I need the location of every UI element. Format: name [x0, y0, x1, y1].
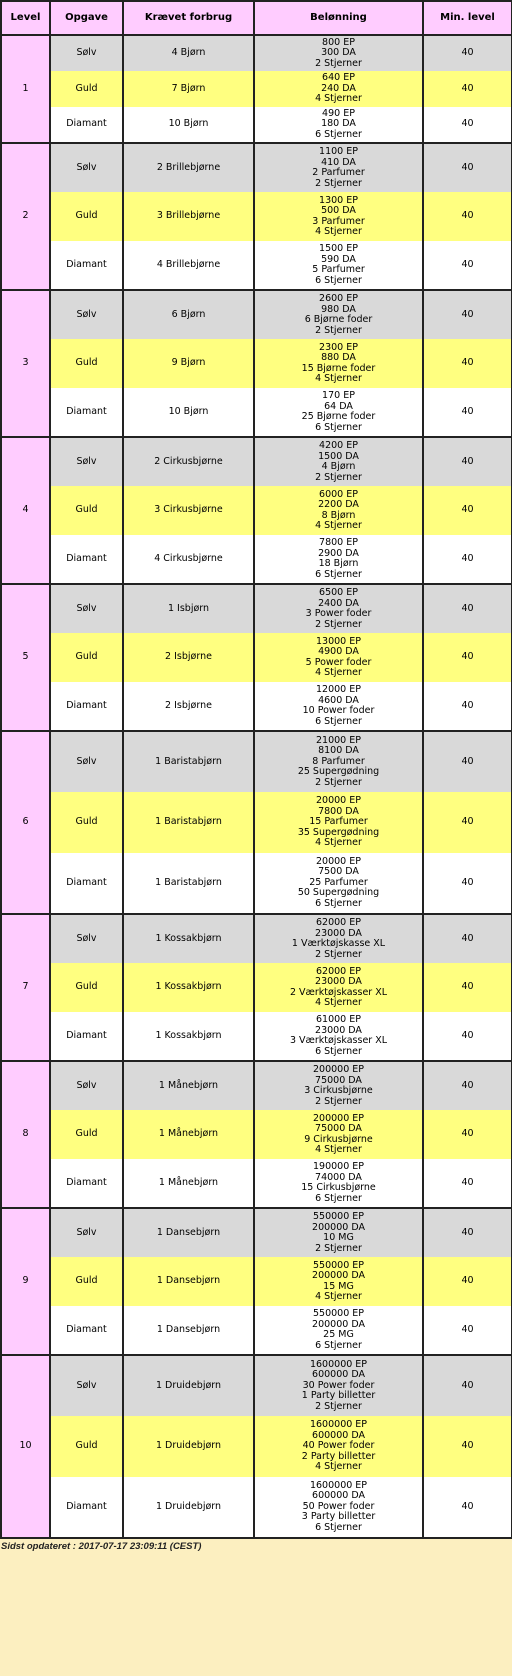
table-row — [1, 731, 512, 792]
reward-line: 4 Stjerner — [315, 1291, 362, 1302]
required-consumption: 4 Bjørn — [123, 35, 254, 71]
task-name: Diamant — [50, 107, 123, 143]
min-level: 40 — [423, 853, 512, 914]
reward-cell — [254, 633, 423, 682]
table-row — [1, 71, 512, 107]
min-level: 40 — [423, 290, 512, 339]
reward-line: 25 Parfumer — [309, 876, 368, 888]
required-consumption: 6 Bjørn — [123, 290, 254, 339]
reward-line: 2 Stjerner — [315, 1400, 362, 1412]
table-row — [1, 290, 512, 339]
reward-line: 4 Stjerner — [315, 93, 362, 105]
reward-line: 4 Stjerner — [315, 226, 362, 237]
task-name: Diamant — [50, 1477, 123, 1538]
reward-line: 10 Power foder — [302, 705, 375, 716]
required-consumption: 1 Kossakbjørn — [123, 1012, 254, 1061]
reward-line: 23000 DA — [315, 976, 362, 987]
reward-line: 9 Cirkusbjørne — [304, 1133, 373, 1145]
reward-cell — [254, 1257, 423, 1306]
required-consumption: 9 Bjørn — [123, 339, 254, 388]
reward-line: 6 Stjerner — [315, 1192, 362, 1204]
reward-cell — [254, 1061, 423, 1110]
table-row — [1, 35, 512, 71]
table-row — [1, 1257, 512, 1306]
reward-line: 2600 EP — [319, 293, 358, 304]
level-cell: 10 — [1, 1355, 50, 1538]
reward-line: 550000 EP — [312, 1259, 365, 1271]
reward-line: 2 Stjerner — [315, 948, 362, 960]
reward-line: 62000 EP — [316, 917, 361, 928]
reward-line: 170 EP — [322, 390, 355, 401]
required-consumption: 1 Kossakbjørn — [123, 914, 254, 963]
table-row — [1, 584, 512, 633]
reward-cell — [254, 1110, 423, 1159]
table-row — [1, 1477, 512, 1538]
reward-line: 180 DA — [321, 118, 356, 130]
header-forbrug: Krævet forbrug — [123, 1, 254, 35]
reward-line: 4 Stjerner — [315, 667, 362, 678]
min-level: 40 — [423, 731, 512, 792]
reward-cell — [254, 241, 423, 290]
task-name: Guld — [50, 192, 123, 241]
reward-line: 2 Stjerner — [315, 57, 362, 69]
reward-line: 4 Stjerner — [315, 1461, 362, 1473]
reward-line: 4 Stjerner — [315, 997, 362, 1008]
required-consumption: 1 Druidebjørn — [123, 1355, 254, 1416]
min-level: 40 — [423, 1208, 512, 1257]
required-consumption: 1 Isbjørn — [123, 584, 254, 633]
min-level: 40 — [423, 792, 512, 853]
table-row — [1, 963, 512, 1012]
reward-line: 75000 DA — [315, 1074, 362, 1086]
required-consumption: 2 Brillebjørne — [123, 143, 254, 192]
min-level: 40 — [423, 71, 512, 107]
reward-line: 600000 DA — [312, 1490, 365, 1502]
reward-cell — [254, 535, 423, 584]
table-row — [1, 1061, 512, 1110]
table-row — [1, 1416, 512, 1477]
reward-cell — [254, 1208, 423, 1257]
task-name: Diamant — [50, 241, 123, 290]
reward-line: 40 Power foder — [302, 1440, 375, 1452]
required-consumption: 1 Baristabjørn — [123, 853, 254, 914]
header-belonning: Belønning — [254, 1, 423, 35]
reward-cell — [254, 35, 423, 71]
reward-line: 1100 EP — [319, 146, 358, 157]
reward-line: 6500 EP — [319, 587, 358, 598]
reward-line: 800 EP — [322, 36, 355, 48]
reward-line: 74000 DA — [315, 1171, 362, 1183]
reward-line: 4 Stjerner — [315, 837, 362, 849]
reward-line: 20000 EP — [316, 795, 361, 807]
required-consumption: 1 Dansebjørn — [123, 1257, 254, 1306]
level-cell: 9 — [1, 1208, 50, 1355]
reward-line: 62000 EP — [316, 965, 361, 977]
min-level: 40 — [423, 535, 512, 584]
reward-line: 15 Parfumer — [309, 816, 368, 828]
reward-line: 3 Parfumer — [312, 215, 365, 227]
table-row — [1, 853, 512, 914]
last-updated: Sidst opdateret : 2017-07-17 23:09:11 (CEST) — [1, 1541, 202, 1552]
reward-line: 240 DA — [321, 82, 356, 94]
required-consumption: 1 Månebjørn — [123, 1061, 254, 1110]
reward-cell — [254, 914, 423, 963]
reward-line: 25 Supergødning — [297, 766, 380, 778]
min-level: 40 — [423, 339, 512, 388]
reward-line: 21000 EP — [316, 734, 361, 746]
reward-line: 6 Bjørne foder — [304, 314, 373, 325]
required-consumption: 2 Isbjørne — [123, 682, 254, 731]
table-row — [1, 682, 512, 731]
reward-line: 2 Stjerner — [315, 177, 362, 189]
reward-line: 2 Stjerner — [315, 618, 362, 630]
table-row — [1, 1306, 512, 1355]
reward-line: 64 DA — [324, 400, 353, 412]
reward-line: 6 Stjerner — [315, 1045, 362, 1057]
min-level: 40 — [423, 1061, 512, 1110]
table-row — [1, 1110, 512, 1159]
reward-line: 6 Stjerner — [315, 128, 362, 140]
reward-line: 13000 EP — [316, 635, 361, 647]
reward-line: 6 Stjerner — [315, 1339, 362, 1351]
reward-line: 2 Parfumer — [312, 167, 365, 178]
table-row — [1, 1208, 512, 1257]
table-row — [1, 192, 512, 241]
min-level: 40 — [423, 1012, 512, 1061]
reward-cell — [254, 1416, 423, 1477]
table-row — [1, 1355, 512, 1416]
min-level: 40 — [423, 35, 512, 71]
min-level: 40 — [423, 1110, 512, 1159]
min-level: 40 — [423, 1306, 512, 1355]
reward-line: 2 Stjerner — [315, 471, 362, 483]
reward-line: 550000 EP — [312, 1211, 365, 1222]
reward-cell — [254, 290, 423, 339]
reward-line: 4 Stjerner — [315, 1144, 362, 1155]
reward-cell — [254, 731, 423, 792]
table-body — [1, 35, 512, 1538]
reward-line: 1 Værktøjskasse XL — [291, 938, 386, 949]
reward-cell — [254, 963, 423, 1012]
table-row — [1, 1012, 512, 1061]
header-min-level: Min. level — [423, 1, 512, 35]
required-consumption: 1 Druidebjørn — [123, 1416, 254, 1477]
reward-cell — [254, 339, 423, 388]
reward-cell — [254, 1355, 423, 1416]
min-level: 40 — [423, 633, 512, 682]
reward-cell — [254, 792, 423, 853]
reward-cell — [254, 107, 423, 143]
min-level: 40 — [423, 1416, 512, 1477]
min-level: 40 — [423, 437, 512, 486]
reward-line: 2 Stjerner — [315, 324, 362, 336]
task-name: Sølv — [50, 35, 123, 71]
reward-line: 8 Bjørn — [321, 509, 356, 521]
reward-line: 500 DA — [321, 205, 356, 216]
reward-cell — [254, 486, 423, 535]
required-consumption: 1 Kossakbjørn — [123, 963, 254, 1012]
reward-line: 4900 DA — [318, 646, 359, 657]
table-row — [1, 339, 512, 388]
level-cell: 8 — [1, 1061, 50, 1208]
task-name: Diamant — [50, 535, 123, 584]
level-cell: 2 — [1, 143, 50, 290]
reward-line: 61000 EP — [316, 1014, 361, 1025]
reward-cell — [254, 853, 423, 914]
task-name: Guld — [50, 486, 123, 535]
task-name: Guld — [50, 1110, 123, 1159]
task-name: Guld — [50, 339, 123, 388]
reward-line: 6 Stjerner — [315, 1521, 362, 1533]
reward-line: 15 Cirkusbjørne — [301, 1182, 376, 1193]
reward-line: 30 Power foder — [302, 1379, 375, 1391]
task-name: Diamant — [50, 1306, 123, 1355]
reward-line: 4200 EP — [319, 440, 358, 451]
reward-cell — [254, 682, 423, 731]
reward-line: 2200 DA — [318, 499, 359, 510]
reward-cell — [254, 1159, 423, 1208]
reward-line: 4 Stjerner — [315, 520, 362, 531]
task-name: Guld — [50, 1416, 123, 1477]
min-level: 40 — [423, 1355, 512, 1416]
reward-line: 1600000 EP — [309, 1479, 368, 1491]
table-row — [1, 792, 512, 853]
reward-line: 5 Power foder — [305, 656, 372, 668]
level-cell: 1 — [1, 35, 50, 143]
reward-cell — [254, 71, 423, 107]
reward-line: 12000 EP — [316, 684, 361, 695]
reward-line: 18 Bjørn — [318, 558, 359, 569]
task-name: Guld — [50, 1257, 123, 1306]
table-row — [1, 143, 512, 192]
required-consumption: 10 Bjørn — [123, 388, 254, 437]
table-row — [1, 107, 512, 143]
reward-line: 3 Cirkusbjørne — [304, 1085, 373, 1096]
min-level: 40 — [423, 388, 512, 437]
reward-line: 200000 DA — [312, 1318, 365, 1330]
reward-line: 8100 DA — [318, 745, 359, 757]
table-row — [1, 437, 512, 486]
reward-line: 4 Stjerner — [315, 373, 362, 384]
level-cell: 6 — [1, 731, 50, 914]
reward-cell — [254, 1306, 423, 1355]
reward-line: 980 DA — [321, 303, 356, 315]
task-name: Sølv — [50, 1355, 123, 1416]
reward-line: 2 Stjerner — [315, 1095, 362, 1107]
reward-line: 600000 DA — [312, 1429, 365, 1441]
reward-line: 2900 DA — [318, 547, 359, 559]
task-name: Sølv — [50, 437, 123, 486]
table-row — [1, 535, 512, 584]
reward-line: 6 Stjerner — [315, 897, 362, 909]
required-consumption: 1 Månebjørn — [123, 1159, 254, 1208]
table-row — [1, 388, 512, 437]
table-row — [1, 1159, 512, 1208]
reward-line: 1500 DA — [318, 450, 359, 462]
header-level: Level — [1, 1, 50, 35]
header-opgave: Opgave — [50, 1, 123, 35]
min-level: 40 — [423, 1477, 512, 1538]
reward-line: 50 Power foder — [302, 1500, 375, 1512]
reward-line: 190000 EP — [312, 1161, 365, 1172]
reward-line: 410 DA — [321, 156, 356, 168]
reward-cell — [254, 192, 423, 241]
min-level: 40 — [423, 963, 512, 1012]
level-cell: 4 — [1, 437, 50, 584]
task-name: Diamant — [50, 1159, 123, 1208]
reward-line: 23000 DA — [315, 1024, 362, 1036]
task-name: Guld — [50, 792, 123, 853]
reward-line: 2 Stjerner — [315, 776, 362, 788]
reward-cell — [254, 437, 423, 486]
reward-line: 7800 EP — [319, 537, 358, 548]
task-name: Guld — [50, 71, 123, 107]
table-row — [1, 241, 512, 290]
task-name: Diamant — [50, 1012, 123, 1061]
reward-line: 2300 EP — [319, 341, 358, 353]
min-level: 40 — [423, 486, 512, 535]
required-consumption: 1 Baristabjørn — [123, 731, 254, 792]
reward-line: 3 Party billetter — [301, 1511, 376, 1523]
reward-line: 3 Værktøjskasser XL — [289, 1035, 388, 1046]
reward-line: 490 EP — [322, 107, 355, 119]
reward-line: 7800 DA — [318, 805, 359, 817]
task-name: Diamant — [50, 682, 123, 731]
reward-line: 6 Stjerner — [315, 715, 362, 727]
task-name: Guld — [50, 963, 123, 1012]
task-name: Sølv — [50, 914, 123, 963]
reward-line: 25 Bjørne foder — [301, 411, 376, 422]
required-consumption: 4 Brillebjørne — [123, 241, 254, 290]
min-level: 40 — [423, 241, 512, 290]
required-consumption: 1 Månebjørn — [123, 1110, 254, 1159]
reward-line: 1600000 EP — [309, 1419, 368, 1431]
min-level: 40 — [423, 1257, 512, 1306]
required-consumption: 3 Cirkusbjørne — [123, 486, 254, 535]
required-consumption: 7 Bjørn — [123, 71, 254, 107]
reward-line: 3 Power foder — [305, 608, 372, 619]
reward-line: 550000 EP — [312, 1308, 365, 1319]
task-name: Diamant — [50, 853, 123, 914]
required-consumption: 1 Druidebjørn — [123, 1477, 254, 1538]
reward-line: 2 Party billetter — [301, 1450, 376, 1462]
required-consumption: 3 Brillebjørne — [123, 192, 254, 241]
reward-line: 1600000 EP — [309, 1358, 368, 1370]
reward-cell — [254, 1477, 423, 1538]
reward-line: 4 Bjørn — [321, 461, 356, 472]
required-consumption: 1 Dansebjørn — [123, 1306, 254, 1355]
reward-line: 2 Værktøjskasser XL — [289, 986, 388, 998]
required-consumption: 2 Cirkusbjørne — [123, 437, 254, 486]
reward-line: 880 DA — [321, 352, 356, 363]
reward-line: 35 Supergødning — [297, 826, 380, 838]
reward-line: 1300 EP — [319, 194, 358, 206]
reward-line: 1 Party billetter — [301, 1390, 376, 1402]
min-level: 40 — [423, 1159, 512, 1208]
reward-line: 2 Stjerner — [315, 1242, 362, 1254]
reward-line: 20000 EP — [316, 855, 361, 867]
required-consumption: 4 Cirkusbjørne — [123, 535, 254, 584]
reward-line: 640 EP — [322, 72, 355, 84]
reward-line: 10 MG — [323, 1232, 354, 1243]
task-name: Sølv — [50, 731, 123, 792]
table-row — [1, 486, 512, 535]
table-row — [1, 633, 512, 682]
reward-line: 590 DA — [321, 253, 356, 265]
reward-line: 7500 DA — [318, 866, 359, 878]
min-level: 40 — [423, 192, 512, 241]
min-level: 40 — [423, 107, 512, 143]
reward-line: 4600 DA — [318, 694, 359, 706]
reward-line: 25 MG — [323, 1329, 354, 1340]
reward-line: 300 DA — [321, 47, 356, 59]
required-consumption: 1 Dansebjørn — [123, 1208, 254, 1257]
required-consumption: 10 Bjørn — [123, 107, 254, 143]
reward-line: 6 Stjerner — [315, 421, 362, 433]
min-level: 40 — [423, 682, 512, 731]
task-name: Guld — [50, 633, 123, 682]
min-level: 40 — [423, 584, 512, 633]
task-name: Diamant — [50, 388, 123, 437]
reward-line: 8 Parfumer — [312, 755, 365, 767]
level-cell: 7 — [1, 914, 50, 1061]
reward-cell — [254, 584, 423, 633]
reward-line: 2400 DA — [318, 597, 359, 609]
required-consumption: 1 Baristabjørn — [123, 792, 254, 853]
reward-cell — [254, 143, 423, 192]
reward-line: 1500 EP — [319, 243, 358, 254]
table-header — [1, 1, 512, 35]
reward-line: 6 Stjerner — [315, 568, 362, 580]
table-row — [1, 914, 512, 963]
reward-line: 50 Supergødning — [297, 887, 380, 899]
min-level: 40 — [423, 143, 512, 192]
reward-cell — [254, 1012, 423, 1061]
reward-line: 75000 DA — [315, 1123, 362, 1134]
required-consumption: 2 Isbjørne — [123, 633, 254, 682]
reward-line: 23000 DA — [315, 927, 362, 939]
reward-line: 6000 EP — [319, 488, 358, 500]
level-cell: 5 — [1, 584, 50, 731]
reward-line: 200000 DA — [312, 1270, 365, 1281]
task-name: Sølv — [50, 143, 123, 192]
reward-line: 200000 DA — [312, 1221, 365, 1233]
reward-line: 200000 EP — [312, 1064, 365, 1075]
reward-line: 15 Bjørne foder — [301, 362, 376, 374]
min-level: 40 — [423, 914, 512, 963]
reward-line: 600000 DA — [312, 1369, 365, 1381]
task-name: Sølv — [50, 1208, 123, 1257]
task-name: Sølv — [50, 1061, 123, 1110]
task-name: Sølv — [50, 290, 123, 339]
level-cell: 3 — [1, 290, 50, 437]
reward-line: 6 Stjerner — [315, 274, 362, 286]
reward-cell — [254, 388, 423, 437]
reward-line: 15 MG — [323, 1280, 354, 1292]
reward-line: 200000 EP — [312, 1112, 365, 1124]
reward-line: 5 Parfumer — [312, 264, 365, 275]
task-name: Sølv — [50, 584, 123, 633]
